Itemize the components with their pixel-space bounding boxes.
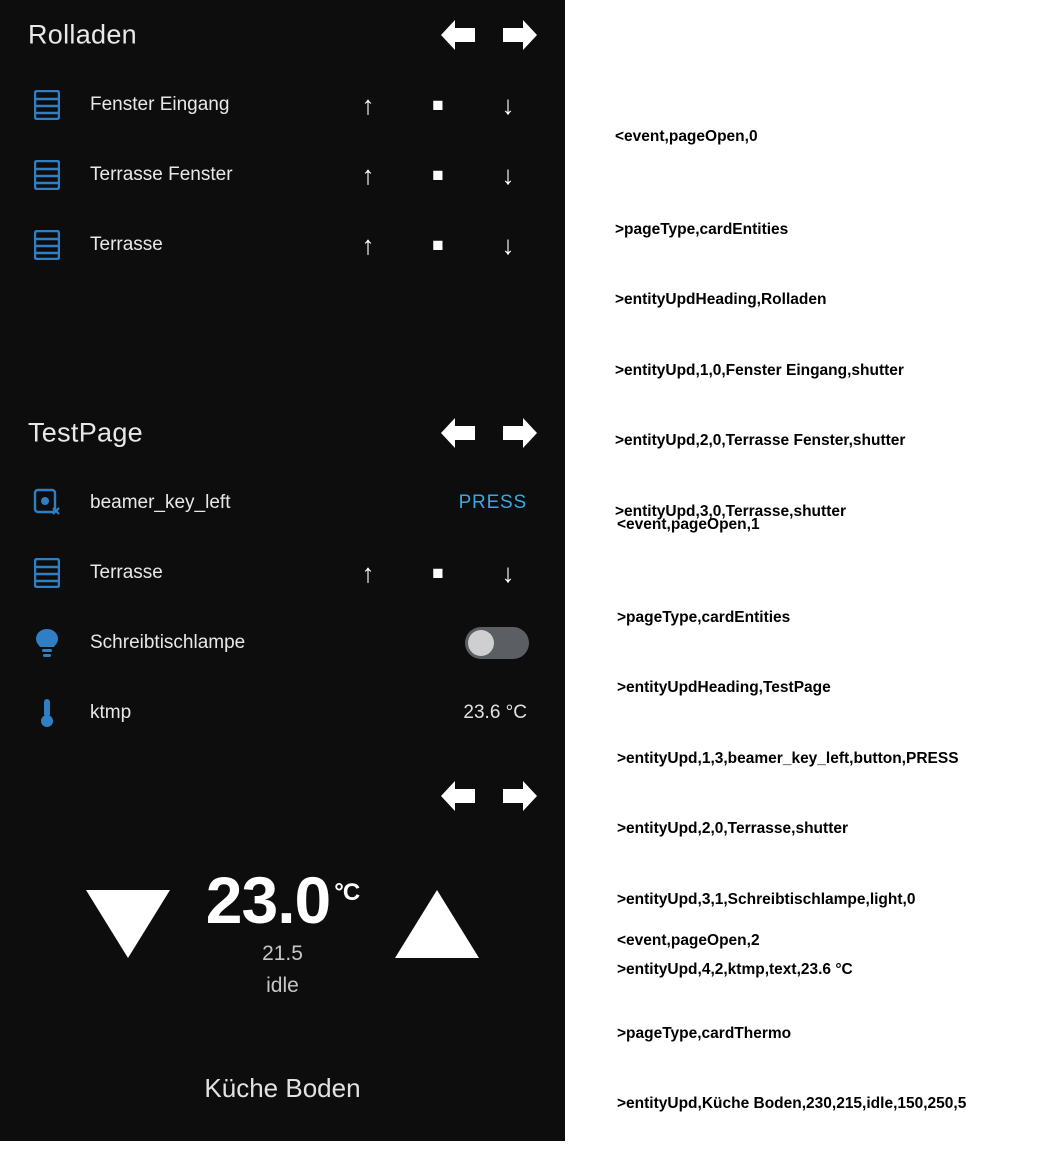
thermometer-icon (26, 697, 68, 729)
next-page-icon[interactable] (501, 416, 541, 450)
sensor-value: 23.6 °C (463, 702, 527, 723)
list-item-label: Terrasse (90, 234, 163, 255)
card-header (0, 398, 565, 468)
next-page-icon[interactable] (501, 779, 541, 813)
card-thermo (0, 762, 565, 1122)
shutter-down-button[interactable]: ↓ (501, 558, 515, 588)
thermo-state: idle (266, 974, 299, 997)
page-title: Rolladen (28, 19, 137, 50)
toggle-control (333, 627, 543, 659)
list-item-label: Terrasse Fenster (90, 164, 233, 185)
shutter-down-button[interactable]: ↓ (501, 90, 515, 120)
shutter-stop-button[interactable]: ■ (432, 94, 444, 116)
list-item[interactable] (26, 468, 543, 538)
remote-button-icon (26, 488, 68, 518)
shutter-icon (26, 90, 68, 120)
shutter-controls (333, 162, 543, 188)
temperature-unit: °C (334, 879, 360, 906)
next-page-icon[interactable] (501, 18, 541, 52)
entity-rows (0, 70, 565, 280)
shutter-icon (26, 558, 68, 588)
list-item-label: Fenster Eingang (90, 94, 230, 115)
shutter-controls (333, 560, 543, 586)
list-item-label: beamer_key_left (90, 492, 231, 513)
list-item-label: Terrasse (90, 562, 163, 583)
shutter-icon (26, 160, 68, 190)
log-line: >entityUpd,3,0,Terrasse,shutter (615, 502, 847, 520)
button-control (333, 492, 543, 514)
log-line: >entityUpd,3,1,Schreibtischlampe,light,0 (617, 890, 916, 908)
list-item[interactable] (26, 140, 543, 210)
log-event: <event,pageOpen,0 (615, 128, 758, 145)
press-button[interactable]: PRESS (458, 492, 527, 513)
shutter-down-button[interactable]: ↓ (501, 230, 515, 260)
log-line: >entityUpd,Küche Boden,230,215,idle,150,250,5 (617, 1095, 967, 1112)
log-line: >pageType,cardThermo (617, 1024, 792, 1042)
list-item[interactable] (26, 608, 543, 678)
shutter-up-button[interactable]: ↑ (361, 558, 375, 588)
log-line: >pageType,cardEntities (615, 220, 789, 238)
list-item-label: Schreibtischlampe (90, 632, 246, 653)
log-line: >entityUpd,2,0,Terrasse,shutter (617, 820, 849, 837)
card-divider-spacer (0, 280, 565, 398)
list-item-label: ktmp (90, 702, 132, 723)
card-header (0, 762, 565, 834)
log-line: >entityUpd,1,3,beamer_key_left,button,PRESS (617, 749, 959, 767)
log-line: >entityUpd,4,2,ktmp,text,23.6 °C (617, 961, 853, 978)
shutter-stop-button[interactable]: ■ (432, 164, 444, 186)
page-title: TestPage (28, 417, 143, 448)
log-line: >entityUpd,1,0,Fenster Eingang,shutter (615, 361, 904, 379)
shutter-up-button[interactable]: ↑ (361, 230, 375, 260)
log-line: >entityUpdHeading,TestPage (617, 679, 831, 696)
list-item[interactable] (26, 70, 543, 140)
current-temperature: 21.5 (262, 942, 303, 965)
shutter-icon (26, 230, 68, 260)
card-rolladen (0, 0, 565, 280)
card-divider-spacer (0, 748, 565, 762)
list-item (26, 678, 543, 748)
nav-arrows (437, 416, 541, 450)
thermo-entity-name: Küche Boden (204, 1073, 361, 1103)
bulb-icon (26, 627, 68, 659)
list-item[interactable] (26, 210, 543, 280)
log-event: <event,pageOpen,2 (617, 932, 760, 949)
light-toggle[interactable] (465, 627, 529, 659)
entity-rows (0, 468, 565, 748)
toggle-knob (468, 630, 494, 656)
shutter-controls (333, 92, 543, 118)
shutter-up-button[interactable]: ↑ (361, 160, 375, 190)
shutter-controls (333, 232, 543, 258)
card-testpage (0, 398, 565, 748)
list-item[interactable] (26, 538, 543, 608)
card-header (0, 0, 565, 70)
log-line: >entityUpdHeading,Rolladen (615, 291, 827, 308)
target-temperature-value: 23.0 (205, 863, 331, 937)
log-line: >pageType,cardEntities (617, 608, 791, 626)
shutter-down-button[interactable]: ↓ (501, 160, 515, 190)
prev-page-icon[interactable] (437, 18, 477, 52)
text-value-control (333, 702, 543, 724)
target-temperature (0, 862, 565, 938)
protocol-documentation (565, 0, 1045, 1141)
shutter-stop-button[interactable]: ■ (432, 234, 444, 256)
log-line: >entityUpd,2,0,Terrasse Fenster,shutter (615, 432, 906, 449)
shutter-stop-button[interactable]: ■ (432, 562, 444, 584)
nav-arrows (437, 18, 541, 52)
prev-page-icon[interactable] (437, 779, 477, 813)
prev-page-icon[interactable] (437, 416, 477, 450)
thermo-body (0, 834, 565, 1044)
log-block-2 (617, 882, 966, 1163)
log-event: <event,pageOpen,1 (617, 516, 760, 533)
shutter-up-button[interactable]: ↑ (361, 90, 375, 120)
nav-arrows (437, 779, 541, 813)
